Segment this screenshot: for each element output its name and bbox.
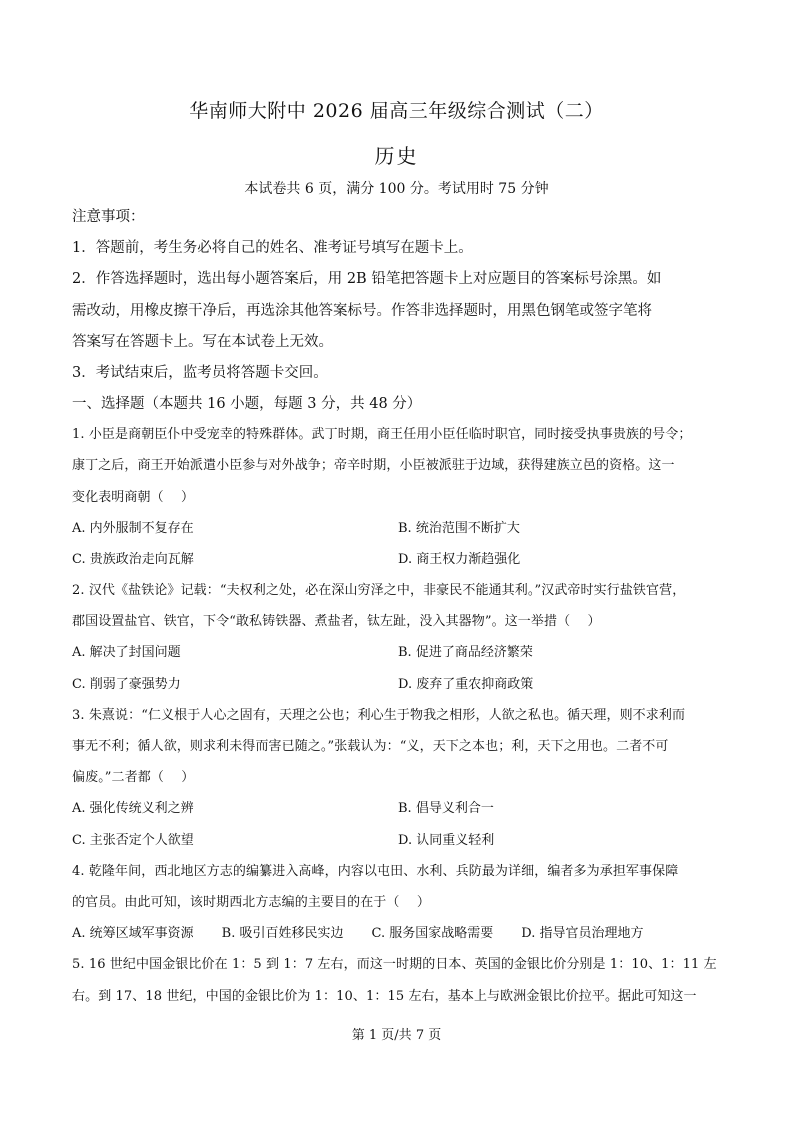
exam-content — [72, 207, 724, 1018]
option-d: D. 认同重义轻利 — [398, 832, 495, 848]
exam-meta: 本试卷共 6 页，满分 100 分。考试用时 75 分钟 — [244, 181, 549, 197]
question-3 — [72, 706, 724, 851]
page-footer: 第 1 页/共 7 页 — [351, 1028, 442, 1043]
option-c: C. 主张否定个人欲望 — [72, 832, 194, 848]
question-1 — [72, 425, 724, 570]
option-d: D. 废弃了重农抑商政策 — [398, 676, 534, 692]
option-row — [72, 799, 724, 819]
option-c: C. 贵族政治走向瓦解 — [72, 551, 194, 567]
question-text: 偏废。”二者都（ ） — [72, 770, 195, 786]
option-row — [72, 675, 724, 695]
question-text: 变化表明商朝（ ） — [72, 489, 195, 505]
option-c: C. 服务国家战略需要 — [371, 926, 494, 942]
question-text: 康丁之后，商王开始派遣小臣参与对外战争；帝辛时期，小臣被派驻于边域，获得建族立邑的资格。这一 — [72, 458, 675, 474]
option-b: B. 吸引百姓移民实边 — [221, 926, 344, 942]
section-title: 一、选择题（本题共 16 小题，每题 3 分，共 48 分） — [72, 396, 422, 413]
question-4 — [72, 862, 724, 944]
question-text: 的官员。由此可知，该时期西北方志编的主要目的在于（ ） — [72, 894, 430, 910]
question-text: 1. 小臣是商朝臣仆中受宠幸的特殊群体。武丁时期，商王任用小臣任临时职官，同时接受执事贵族的号令； — [72, 427, 692, 443]
option-b: B. 倡导义利合一 — [398, 801, 494, 817]
question-5 — [72, 955, 724, 1006]
option-b: B. 促进了商品经济繁荣 — [398, 645, 533, 661]
option-a: A. 统筹区域军事资源 — [72, 926, 194, 942]
question-text: 4. 乾隆年间，西北地区方志的编纂进入高峰，内容以屯田、水利、兵防最为详细，编者多为承担军事保障 — [72, 863, 679, 879]
question-2 — [72, 581, 724, 695]
question-text: 5. 16 世纪中国金银比价在 1：5 到 1：7 左右，而这一时期的日本、英国的金银比价分别是 1：10、1：11 左 — [72, 957, 717, 973]
notice-line: 2．作答选择题时，选出每小题答案后，用 2B 铅笔把答题卡上对应题目的答案标号涂黑。如 — [72, 271, 662, 288]
question-text: 郡国设置盐官、铁官，下令“敢私铸铁器、煮盐者，钛左趾，没入其器物”。这一举措（ ） — [72, 614, 601, 630]
option-row — [72, 831, 724, 851]
notice-heading: 注意事项： — [72, 209, 145, 225]
option-row — [72, 643, 724, 663]
option-c: C. 削弱了豪强势力 — [72, 676, 181, 692]
notice-line: 答案写在答题卡上。写在本试卷上无效。 — [72, 333, 333, 350]
exam-subject: 历史 — [374, 144, 419, 168]
option-a: A. 内外服制不复存在 — [72, 520, 194, 536]
exam-title: 华南师大附中 2026 届高三年级综合测试（二） — [189, 100, 604, 122]
notice-line: 需改动，用橡皮擦干净后，再选涂其他答案标号。作答非选择题时，用黑色钢笔或签字笔将 — [72, 302, 652, 319]
option-b: B. 统治范围不断扩大 — [398, 520, 520, 536]
notice-block — [72, 207, 724, 383]
question-text: 2. 汉代《盐铁论》记载：“夫权利之处，必在深山穷泽之中，非豪民不能通其利。”汉武帝时实行盐铁官营， — [72, 583, 686, 599]
option-row — [72, 550, 724, 570]
option-row — [72, 519, 724, 539]
option-row — [72, 924, 724, 944]
option-a: A. 解决了封国问题 — [72, 645, 181, 661]
option-d: D. 商王权力渐趋强化 — [398, 551, 521, 567]
option-a: A. 强化传统义利之辨 — [72, 801, 194, 817]
option-d: D. 指导官员治理地方 — [521, 926, 644, 942]
question-text: 3. 朱熹说：“仁义根于人心之固有，天理之公也；利心生于物我之相形，人欲之私也。循天理，则不求利而 — [72, 707, 686, 723]
notice-line: 3．考试结束后，监考员将答题卡交回。 — [72, 364, 328, 381]
question-text: 事无不利；循人欲，则求利未得而害已随之。”张载认为：“义，天下之本也；利，天下之用也。二者不可 — [72, 739, 669, 754]
notice-line: 1．答题前，考生务必将自己的姓名、准考证号填写在题卡上。 — [72, 240, 473, 257]
question-text: 右。到 17、18 世纪，中国的金银比价为 1：10、1：15 左右，基本上与欧洲金银比价拉平。据此可知这一 — [72, 988, 697, 1004]
